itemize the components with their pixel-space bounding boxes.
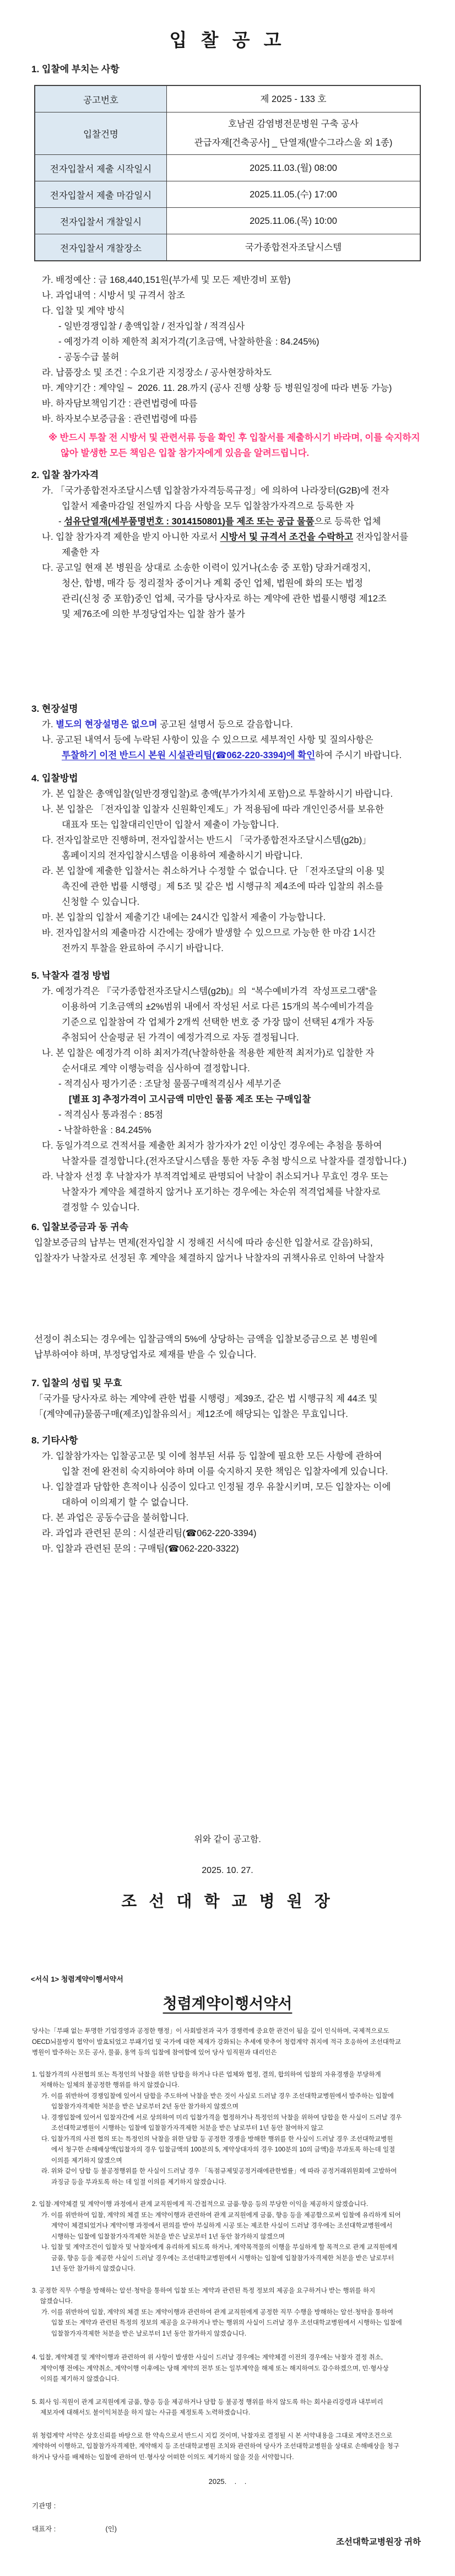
doc-line	[0, 848, 455, 863]
text-run: 나. 본 입찰은 예정가격 이하 최저가격(낙찰하한율 적용한 제한적 최저가)로 입찰한 자	[42, 1048, 375, 1058]
text-run: 가. 본 입찰은 총액입찰(일반경쟁입찰)로 총액(부가가치세 포함)으로 투찰하시기 바랍니다.	[42, 789, 393, 799]
text-run: 청산, 합병, 매각 등 정리절차 중이거나 계획 중인 업체, 법원에 화의 또는 법정	[62, 578, 363, 588]
section-heading	[0, 968, 455, 984]
spacer	[0, 2487, 455, 2500]
text-run: 1. 입찰가격의 사전협의 또는 특정인의 낙찰을 위한 담합을 하거나 다른 업체와 협정, 결의, 합의하여 입찰의 자유경쟁을 부당하게	[32, 2071, 381, 2078]
doc-line	[0, 1495, 455, 1510]
section-heading	[0, 771, 455, 786]
text-run: 입찰참가자격제한 처분을 받은 날로부터 1년 동안 참가하지 않겠습니다.	[51, 2330, 247, 2337]
text-run: 기준으로 입찰참여 각 업체가 2개씩 선택한 번호 중 가장 많이 선택된 4개가 자동	[62, 1017, 375, 1027]
text-run: - 적격심사 평가기준 : 조달청 물품구매적격심사 세부기준	[58, 1079, 281, 1089]
spacer	[0, 53, 455, 62]
doc-line	[0, 802, 455, 817]
text-run: 당사는「부패 없는 투명한 기업경영과 공정한 행정」이 사회발전과 국가 경쟁력에 중요한 관건이 됨을 깊이 인식하며, 국제적으로도	[32, 2028, 389, 2035]
doc-line	[0, 2037, 455, 2048]
doc-line	[0, 2307, 455, 2319]
spacer	[0, 1985, 455, 1990]
spacer	[0, 956, 455, 968]
text-run: 4. 입찰방법	[31, 773, 78, 783]
text-run: 과징금 등을 부과토록 하는 데 일절 이의를 제기하지 않겠습니다.	[51, 2178, 226, 2186]
doc-line	[0, 1107, 455, 1123]
row-label: 전자입찰서 제출 마감일시	[35, 181, 167, 208]
text-run: 3. 공정한 직무 수행을 방해하는 알선·청탁을 통하여 입찰 또는 계약과 관련된 특정 정보의 제공을 요구하거나 받는 행위를 하지	[32, 2287, 376, 2294]
text-run: 다. 전자입찰로만 진행하며, 전자입찰서는 반드시 「국가종합전자조달시스템(g2b)」	[42, 835, 371, 845]
row-label: 전자입찰서 개찰일시	[35, 208, 167, 234]
doc-line	[0, 607, 455, 622]
text-run: - 예정가격 이하 제한적 최저가격(기초금액, 낙찰하한율 : 84.245%)	[58, 337, 319, 347]
section-heading	[0, 1376, 455, 1391]
doc-line	[0, 1138, 455, 1153]
text-run: 대표자 또는 입찰대리인만이 입찰서 제출이 가능합니다.	[62, 820, 279, 830]
doc-line	[0, 2166, 455, 2177]
doc-line	[0, 2408, 455, 2419]
text-run: 나. 본 입찰은 「전자입찰 입찰자 신원확인제도」가 적용됨에 따라 개인인증서를 보유한	[42, 804, 384, 814]
doc-line	[0, 2253, 455, 2264]
doc-line	[0, 2264, 455, 2275]
doc-line	[0, 334, 455, 350]
table-row	[35, 85, 420, 112]
text-run: 투찰하기 이전 반드시 본원 시설관리팀(☎062-220-3394)에 확인	[62, 750, 316, 760]
spacer	[0, 77, 455, 85]
text-run: 입찰참가자격제한 처분을 받은 날로부터 2년 동안 참가하지 않겠으며	[51, 2103, 239, 2110]
doc-line	[0, 732, 455, 748]
spacer	[0, 461, 455, 468]
spacer	[0, 2511, 455, 2524]
doc-line	[0, 2242, 455, 2253]
spacer	[0, 0, 455, 28]
spacer	[0, 763, 455, 771]
text-run: 전자입찰서를	[353, 532, 409, 542]
doc-line	[0, 2452, 455, 2464]
row-label: 전자입찰서 제출 시작일시	[35, 155, 167, 181]
notice-table	[34, 85, 421, 261]
doc-line	[0, 303, 455, 319]
doc-line	[0, 925, 455, 941]
row-value	[167, 155, 421, 181]
doc-line	[0, 1200, 455, 1215]
text-run: ※ 반드시 투찰 전 시방서 및 관련서류 등을 확인 후 입찰서를 제출하시기 바라며, 이를 숙지하지	[48, 433, 420, 443]
text-run: 선정이 취소되는 경우에는 입찰금액의 5%에 상당하는 금액을 입찰보증금으로 본 병원에	[34, 1334, 377, 1344]
doc-line	[0, 545, 455, 560]
row-value	[167, 208, 421, 234]
row-value-line: 제 2025 - 133 호	[260, 94, 327, 104]
doc-line	[0, 483, 455, 498]
doc-line	[0, 2397, 455, 2408]
text-run: - 공동수급 불허	[58, 352, 120, 362]
doc-line	[0, 1123, 455, 1138]
text-run: 납부하여야 하며, 부정당업자로 제재를 받을 수 있습니다.	[34, 1350, 257, 1360]
addressee	[0, 2536, 455, 2549]
signature-field	[0, 2500, 455, 2511]
text-run: 계약이행 전에는 계약취소, 계약이행 이후에는 당해 계약의 전부 또는 일부계약을 해제 또는 해지하여도 감수하겠으며, 민·형사상	[40, 2365, 389, 2372]
text-run: 마. 본 입찰의 입찰서 제출기간 내에는 24시간 입찰서 제출이 가능합니다.	[42, 913, 326, 922]
text-run: 7. 입찰의 성립 및 무효	[31, 1378, 122, 1388]
text-run: 2. 입찰 참가자격	[31, 470, 99, 480]
row-value-line: 국가종합전자조달시스템	[245, 242, 342, 253]
text-run: 으로 등록한 업체	[314, 517, 381, 527]
spacer	[0, 622, 455, 701]
doc-line	[0, 2199, 455, 2210]
doc-line	[0, 1526, 455, 1541]
closing-statement	[0, 1832, 455, 1848]
doc-line	[0, 748, 455, 763]
doc-line	[0, 2156, 455, 2167]
text-run: <서식 1> 청렴계약이행서약서	[31, 1975, 123, 1983]
row-value	[167, 112, 421, 155]
text-run: 다. 본 과업은 공동수급을 불허합니다.	[42, 1513, 189, 1523]
text-run: 8. 기타사항	[31, 1435, 78, 1446]
text-run: 별도의 현장설명은 없으며	[56, 720, 158, 729]
text-run: 나. 입찰 및 계약조건이 입찰자 및 낙찰자에게 유리하게 되도록 하거나, 계약목적물의 이행을 부실하게 할 목적으로 관계 교직원에게	[41, 2244, 398, 2251]
doc-line	[0, 941, 455, 956]
doc-line	[0, 2221, 455, 2232]
doc-line	[0, 2091, 455, 2102]
spacer	[0, 2385, 455, 2397]
table-row	[35, 208, 420, 234]
doc-line	[0, 1235, 455, 1251]
doc-line	[0, 999, 455, 1015]
form-label	[0, 1973, 455, 1985]
doc-line	[0, 2123, 455, 2134]
text-run: 입찰 전에 완전히 숙지하여야 하며 이를 숙지하지 못한 책임은 입찰자에게 있습니다.	[62, 1467, 388, 1477]
doc-line	[0, 1045, 455, 1061]
text-run: 5. 회사 임·직원이 관계 교직원에게 금품, 향응 등을 제공하거나 담합 등 불공정 행위를 하지 않도록 하는 회사윤리강령과 내부비리	[32, 2398, 383, 2406]
text-run: 제출한 자	[62, 548, 100, 557]
text-run: 5. 낙찰자 결정 방법	[31, 970, 111, 981]
text-run: 가. 배정예산 : 금 168,440,151원(부가세 및 모든 제반경비 포함)	[42, 275, 291, 285]
doc-line	[0, 498, 455, 514]
section-heading	[0, 1433, 455, 1448]
text-run: 낙찰자가 계약을 체결하지 않거나 포기하는 경우에는 차순위 적격업체를 낙찰자로	[62, 1187, 381, 1197]
text-run: 관리(신청 중 포함)중인 업체, 국가를 당사자로 하는 계약에 관한 법률시행령 제12조	[62, 594, 387, 604]
text-run: 라. 위와 같이 담합 등 불공정행위를 한 사실이 드러날 경우 「독점규제및공정거래에관한법률」에 따라 공정거래위원회에 고발하여	[41, 2168, 397, 2175]
text-run: 1. 입찰에 부치는 사항	[31, 64, 120, 74]
text-run: 공고된 설명서 등으로 갈음합니다.	[157, 720, 293, 729]
table-row	[35, 112, 420, 155]
doc-line	[0, 2080, 455, 2091]
text-run: 가. 이를 위반하여 입찰, 계약의 체결 또는 계약이행과 관련하여 관계 교직원에게 금품, 향응 등을 제공함으로써 입찰에 유리하게 되어	[41, 2212, 401, 2219]
row-value-line: 2025.11.03.(월) 08:00	[250, 163, 337, 173]
text-run: 대하여 이의제기 할 수 없습니다.	[62, 1498, 189, 1507]
doc-line	[0, 365, 455, 380]
section-heading	[0, 62, 455, 77]
text-run: 다. 동일가격으로 견적서를 제출한 최저가 참가자가 2인 이상인 경우에는 추첨을 통하여	[42, 1141, 382, 1151]
row-value	[167, 181, 421, 208]
text-run: 4. 입찰, 계약체결 및 계약이행과 관련하여 위 사항이 발생한 사실이 드러날 경우에는 계약체결 이전의 경우에는 낙찰자 결정 취소,	[32, 2354, 383, 2361]
doc-line	[0, 576, 455, 591]
text-run: 하거나 당사를 배제하는 입찰에 관하여 민·형사상 어떠한 이의도 제기하지 않을 것을 서약합니다.	[32, 2454, 294, 2461]
row-value-line: 2025.11.06.(목) 10:00	[250, 216, 337, 226]
row-value-line: 호남권 감염병전문병원 구축 공사	[228, 119, 359, 129]
text-run: 가. 이를 위반하여 입찰, 계약의 체결 또는 계약이행과 관련하여 관계 교직원에게 공정한 직무 수행을 방해하는 알선·청탁을 통하여	[41, 2309, 394, 2316]
text-run: 조선대학교병원장 귀하	[335, 2537, 421, 2547]
text-run: 나. 입찰결과 담합한 흔적이나 심증이 있다고 인정될 경우 유찰시키며, 모든 입찰자는 이에	[42, 1482, 391, 1492]
pledge-date	[0, 2476, 455, 2487]
text-run: 에서 청구한 손해배상액(입찰자의 경우 입찰금액의 100분의 5, 계약상대자의 경우 100분의 10의 금액)을 부과토록 하는데 일절	[51, 2146, 396, 2153]
doc-line	[0, 1169, 455, 1184]
doc-line	[0, 591, 455, 607]
doc-line	[0, 2374, 455, 2385]
text-run: 입찰보증금의 납부는 면제(전자입찰 시 정해진 서식에 따라 송신한 입찰서로 갈음)하되,	[34, 1238, 373, 1248]
doc-line	[0, 529, 455, 545]
text-run: 전까지 투찰을 완료하여 주시기 바랍니다.	[62, 943, 224, 953]
doc-line	[0, 786, 455, 802]
doc-line	[0, 1407, 455, 1422]
text-run: 다. 입찰 및 계약 방식	[42, 306, 125, 316]
doc-line	[0, 514, 455, 529]
doc-line	[0, 2286, 455, 2297]
text-run: 마. 계약기간 : 계약일 ~ 2026. 11. 28.까지 (공사 진행 상황 등 병원일정에 따라 변동 가능)	[42, 383, 392, 393]
text-run: 기관명 :	[32, 2502, 56, 2510]
text-run: 시행하는 입찰에 입찰참가자격제한 처분을 받은 날로부터 1년 동안 참가하지 않겠으며	[51, 2233, 285, 2240]
doc-line	[0, 411, 455, 427]
row-value	[167, 234, 421, 261]
spacer	[0, 1422, 455, 1433]
doc-line	[0, 2070, 455, 2081]
text-run: 바. 하자담보책임기간 : 관련법령에 따름	[42, 399, 198, 409]
text-run: - 적격심사 통과점수 : 85점	[58, 1110, 164, 1120]
spacer	[0, 2059, 455, 2070]
doc-line	[0, 863, 455, 879]
spacer	[0, 2017, 455, 2026]
spacer	[0, 2339, 455, 2353]
text-run: 금품, 향응 등을 제공한 사실이 드러날 경우에는 조선대학교병원에서 시행하는 입찰에 입찰참가자격제한 처분을 받은 날로부터	[51, 2255, 394, 2262]
text-run: 위와 같이 공고함.	[194, 1835, 261, 1844]
doc-line	[0, 2318, 455, 2329]
doc-line	[0, 2026, 455, 2037]
doc-line	[0, 2177, 455, 2188]
spacer	[0, 261, 455, 272]
spacer	[0, 1557, 455, 1832]
doc-line	[0, 984, 455, 999]
doc-line	[0, 430, 455, 446]
text-run: 입찰서 제출마감일 전일까지 다음 사항을 모두 입찰참가자격으로 등록한 자	[62, 501, 354, 511]
text-run: 저해하는 일체의 불공정한 행위를 하지 않겠습니다.	[40, 2082, 180, 2089]
doc-line	[0, 1510, 455, 1526]
text-run: 이의를 제기하지 않겠습니다.	[40, 2376, 119, 2382]
text-run: 2. 입찰·계약체결 및 계약이행 과정에서 관계 교직원에게 직·간접적으로 금품·향응 등의 부당한 이익을 제공하지 않겠습니다.	[32, 2201, 369, 2208]
text-run: 계약이 체결되었거나 계약이행 과정에서 편의를 받아 부실하게 시공 또는 제조한 사실이 드러날 경우에는 조선대학교병원에서	[51, 2223, 393, 2229]
spacer	[0, 2419, 455, 2431]
issuer-name	[0, 1890, 455, 1914]
section-heading	[0, 468, 455, 483]
doc-line	[0, 833, 455, 848]
text-run: 섬유단열재(세부품명번호 : 3014150801)를 제조 또는 공급 물품	[64, 517, 315, 527]
doc-line	[0, 396, 455, 411]
spacer	[0, 1215, 455, 1220]
text-run: 촉진에 관한 법률 시행령」제 5조 및 같은 법 시행규칙 제4조에 따라 입찰의 취소를	[62, 882, 383, 892]
text-run: 입 찰 공 고	[169, 30, 286, 50]
text-run: 바. 하자보수보증금율 : 관련법령에 따름	[42, 414, 198, 424]
text-run: 다. 입찰가격의 사전 협의 또는 특정인의 낙찰을 위한 담합 등 공정한 경쟁을 방해한 행위를 한 사실이 드러날 경우 조선대학교병원	[41, 2135, 393, 2143]
doc-line	[0, 1184, 455, 1200]
text-run: 결정할 수 있습니다.	[62, 1203, 140, 1212]
text-run: 나. 과업내역 : 시방서 및 규격서 참조	[42, 291, 185, 300]
row-value-line: 2025.11.05.(수) 17:00	[250, 189, 337, 200]
doc-line	[0, 560, 455, 576]
text-run: 가. 「국가종합전자조달시스템 입찰참가자격등록규정」에 의하여 나라장터(G2B)에 전자	[42, 486, 389, 496]
doc-line	[0, 717, 455, 732]
doc-line	[0, 910, 455, 925]
doc-line	[0, 272, 455, 288]
text-run: 않아 발생한 모든 책임은 입찰 참가자에게 있음을 알려드립니다.	[61, 448, 310, 458]
text-run: 나. 입찰 참가자격 제한을 받지 아니한 자로서	[42, 532, 220, 542]
text-run: 조 선 대 학 교 병 원 장	[121, 1893, 334, 1910]
doc-line	[0, 894, 455, 910]
text-run: 위 청렴계약 서약은 상호신뢰를 바탕으로 한 약속으로서 반드시 지킬 것이며, 낙찰자로 결정될 시 본 서약내용을 그대로 계약조건으로	[32, 2432, 393, 2439]
doc-line	[0, 2364, 455, 2375]
text-run: 가. 입찰참가자는 입찰공고문 및 이에 첨부된 서류 등 입찰에 필요한 모든 사항에 관하여	[42, 1451, 382, 1461]
doc-line	[0, 446, 455, 461]
doc-line	[0, 2134, 455, 2145]
table-row	[35, 155, 420, 181]
text-run: 라. 낙찰자 선정 후 낙찰자가 부적격업체로 판명되어 낙찰이 취소되거나 무효인 경우 또는	[42, 1172, 388, 1182]
doc-line	[0, 1092, 455, 1107]
text-run: 순서대로 계약 이행능력을 심사하여 결정합니다.	[62, 1064, 250, 1074]
spacer	[0, 2463, 455, 2476]
text-run: 2025. . .	[208, 2477, 247, 2486]
doc-line	[0, 319, 455, 334]
doc-line	[0, 879, 455, 894]
text-run: 청렴계약이행서약서	[162, 1995, 292, 2012]
doc-line	[0, 1153, 455, 1169]
text-run: [별표 3] 추정가격이 고시금액 미만인 물품 제조 또는 구매입찰	[69, 1094, 311, 1104]
spacer	[0, 1266, 455, 1332]
doc-line	[0, 380, 455, 396]
text-run: 하여 주시기 바랍니다.	[315, 750, 402, 760]
text-run: - 낙찰하한율 : 84.245%	[58, 1125, 151, 1135]
text-run: 계약하여 이행하고, 입찰참가자격제한, 계약해지 등 조선대학교병원 조치와 관련하여 당사가 조선대학교병원을 상대로 손해배상을 청구	[32, 2443, 399, 2450]
text-run: 및 제76조에 의한 부정당업자는 입찰 참가 불가	[62, 609, 245, 619]
spacer	[0, 2188, 455, 2199]
text-run: 다. 공고일 현재 본 병원을 상대로 소송한 이력이 있거나(소송 중 포함) 당좌거래정지,	[42, 563, 371, 573]
text-run: 제보자에 대해서도 불이익처분을 하지 않는 사규를 제정토록 노력하겠습니다.	[40, 2409, 251, 2416]
doc-line	[0, 2296, 455, 2307]
text-run: 홈페이지의 전자입찰시스템을 이용하여 제출하시기 바랍니다.	[62, 851, 303, 861]
text-run: 입찰 또는 계약과 관련된 특정의 정보의 제공을 요구하거나 받는 행위의 사실이 드러날 경우 조선대학교병원에서 시행하는 입찰에	[51, 2320, 402, 2326]
doc-line	[0, 1332, 455, 1347]
text-run: 나. 공고된 내역서 등에 누락된 사항이 있을 수 있으므로 세부적인 사항 및 질의사항은	[42, 735, 373, 745]
doc-line	[0, 2441, 455, 2452]
text-run: 입찰자가 낙찰자로 선정된 후 계약을 체결하지 않거나 낙찰자의 귀책사유로 인하여 낙찰자	[34, 1253, 384, 1263]
text-run: 라. 과업과 관련된 문의 : 시설관리팀(☎062-220-3394)	[42, 1528, 257, 1538]
doc-line	[0, 2232, 455, 2243]
doc-line	[0, 1251, 455, 1266]
row-value	[167, 85, 421, 112]
row-label: 입찰건명	[35, 112, 167, 155]
spacer	[0, 1848, 455, 1863]
row-label: 전자입찰서 개찰장소	[35, 234, 167, 261]
doc-line	[0, 2353, 455, 2364]
text-run: 6. 입찰보증금과 동 귀속	[31, 1222, 129, 1232]
text-run: - 일반경쟁입찰 / 총액입찰 / 전자입찰 / 적격심사	[58, 321, 245, 331]
text-run: 「국가를 당사자로 하는 계약에 관한 법률 시행령」제39조, 같은 법 시행규칙 제 44조 및	[34, 1394, 378, 1404]
doc-line	[0, 1541, 455, 1557]
text-run: 병원이 발주하는 모든 공사, 물품, 용역 등의 입찰에 참여함에 있어 당사 임직원과 대리인은	[32, 2049, 277, 2056]
spacer	[0, 2275, 455, 2286]
doc-line	[0, 2048, 455, 2059]
doc-line	[0, 1061, 455, 1076]
text-run: 라. 납품장소 및 조건 : 수요기관 지정장소 / 공사현장하차도	[42, 368, 272, 378]
section-heading	[0, 701, 455, 717]
text-run: 2025. 10. 27.	[202, 1866, 253, 1875]
row-value-line: 관급자재[건축공사] _ 단열재(발수그라스울 외 1종)	[194, 138, 393, 148]
text-run: OECD뇌물방지 협약이 발효되었고 부패기업 및 국가에 대한 제재가 강화되는 추세에 맞추어 청렴계약 취지에 적극 호응하여 조선대학교	[32, 2038, 401, 2046]
section-heading	[0, 1220, 455, 1235]
row-label: 공고번호	[35, 85, 167, 112]
doc-line	[0, 1448, 455, 1464]
text-run: 가. 예정가격은 『국가종합전자조달시스템(g2b)』의 “복수예비가격 작성프로그램”을	[42, 986, 377, 996]
text-run: 가. 이를 위반하여 경쟁입찰에 있어서 담합을 주도하여 낙찰을 받은 것이 사실로 드러날 경우 조선대학교병원에서 발주하는 입찰에	[41, 2092, 394, 2100]
doc-line	[0, 1479, 455, 1495]
doc-line	[0, 2102, 455, 2113]
doc-title	[0, 28, 455, 53]
doc-line	[0, 1347, 455, 1362]
doc-line	[0, 1464, 455, 1479]
doc-line	[0, 288, 455, 303]
text-run: 3. 현장설명	[31, 704, 78, 714]
doc-line	[0, 350, 455, 365]
text-run: 시방서 및 규격서 조건을 수락하고	[220, 532, 354, 542]
spacer	[0, 1879, 455, 1890]
text-run: 대표자 : (인)	[32, 2525, 117, 2533]
text-run: 1년 동안 참가하지 않겠습니다.	[51, 2266, 136, 2272]
doc-line	[0, 1391, 455, 1407]
doc-line	[0, 1015, 455, 1030]
text-run: 않겠습니다.	[40, 2298, 73, 2305]
doc-line	[0, 2210, 455, 2221]
text-run: 마. 입찰과 관련된 문의 : 구매팀(☎062-220-3322)	[42, 1544, 239, 1554]
doc-line	[0, 2145, 455, 2156]
text-run: 신청할 수 있습니다.	[62, 897, 140, 907]
doc-line	[0, 1030, 455, 1045]
signature-field	[0, 2524, 455, 2535]
announcement-date	[0, 1863, 455, 1879]
spacer	[0, 1914, 455, 1973]
table-row	[35, 234, 420, 261]
doc-line	[0, 1076, 455, 1092]
doc-line	[0, 817, 455, 833]
doc-line	[0, 2329, 455, 2340]
text-run: 이용하여 기초금액의 ±2%범위 내에서 작성된 서로 다른 15개의 복수예비가격을	[62, 1002, 374, 1012]
text-run: 이의를 제기하지 않겠으며	[51, 2157, 122, 2164]
doc-line	[0, 2113, 455, 2124]
pledge-title	[0, 1990, 455, 2017]
text-run: 「(계약예규)물품구매(제조)입찰유의서」제12조에 해당되는 입찰은 무효입니다.	[34, 1409, 348, 1419]
text-run: 나. 경쟁입찰에 있어서 입찰자간에 서로 상의하여 미리 입찰가격을 협정하거나 특정인의 낙찰을 위하여 담합을 한 사실이 드러날 경우	[41, 2114, 402, 2121]
table-row	[35, 181, 420, 208]
text-run: 가.	[42, 720, 56, 729]
text-run: 바. 전자입찰서의 제출마감 시간에는 장애가 발생할 수 있으므로 가능한 한 마감 1시간	[42, 928, 376, 938]
text-run: -	[58, 517, 64, 527]
text-run: 추첨되어 산술평균 된 가격이 예정가격으로 자동 결정됩니다.	[62, 1033, 299, 1043]
doc-line	[0, 2431, 455, 2442]
text-run: 낙찰자를 결정합니다.(전자조달시스템을 통한 자동 추첨 방식으로 낙찰자를 결정합니다.)	[62, 1156, 407, 1166]
spacer	[0, 1362, 455, 1376]
text-run: 조선대학교병원이 시행하는 입찰에 입찰참가자격제한 처분을 받은 날로부터 1년 동안 참여하지 않고	[51, 2125, 323, 2132]
text-run: 라. 본 입찰에 제출한 입찰서는 취소하거나 수정할 수 없습니다. 단 「전자조달의 이용 및	[42, 866, 385, 876]
